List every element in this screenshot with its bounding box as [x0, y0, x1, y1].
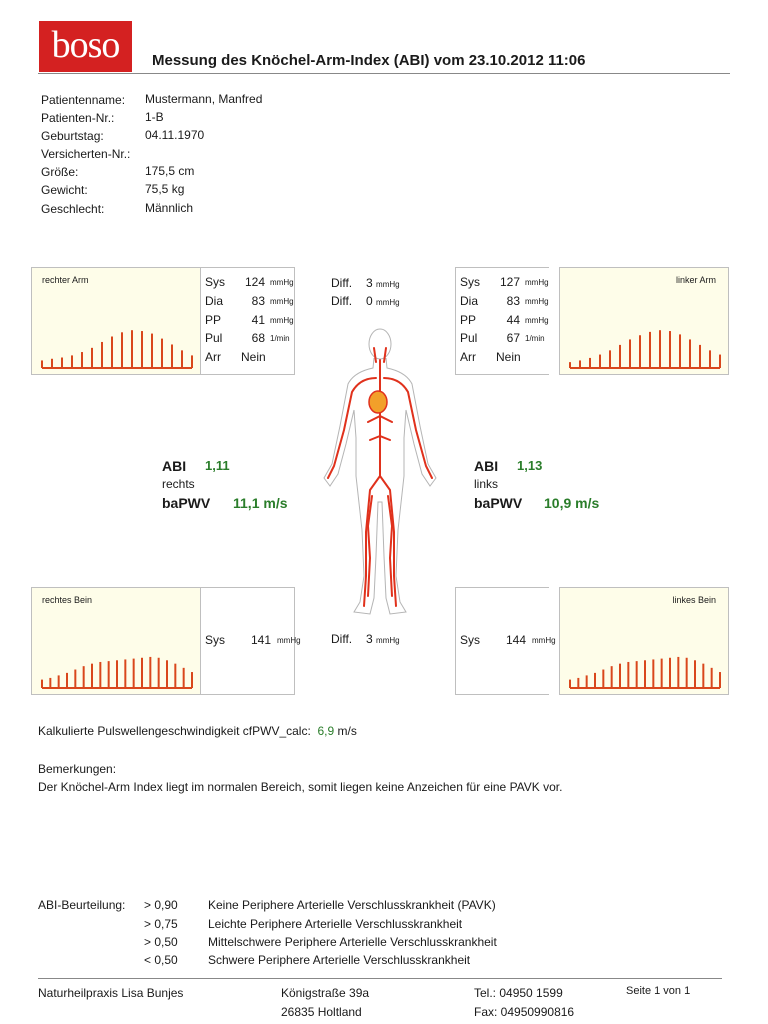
right-arm-dia: 83	[251, 294, 265, 308]
unit-label: mmHg	[376, 298, 400, 307]
bapwv-left-value: 10,9 m/s	[544, 495, 600, 511]
dia-label: Dia	[205, 294, 224, 308]
cfpwv-label: Kalkulierte Pulswellengeschwindigkeit cfPWV_calc:	[38, 724, 311, 738]
birthday-value: 04.11.1970	[145, 128, 205, 142]
remarks-text: Der Knöchel-Arm Index liegt im normalen Bereich, somit liegen keine Anzeichen für eine PAVK vor.	[38, 780, 563, 794]
left-arm-waveform-panel	[559, 267, 729, 375]
unit-label: mmHg	[277, 636, 301, 645]
arm-dia-diff-label: Diff.	[331, 294, 353, 308]
height-value: 175,5 cm	[145, 164, 195, 178]
pp-label: PP	[460, 313, 477, 327]
assessment-text: Schwere Periphere Arterielle Verschlusskrankheit	[208, 953, 471, 967]
weight-value: 75,5 kg	[145, 182, 185, 196]
right-arm-sys: 124	[244, 275, 265, 289]
footer-page: Seite 1 von 1	[626, 985, 691, 997]
right-arm-waveform	[32, 268, 202, 376]
remarks-title: Bemerkungen:	[38, 762, 117, 776]
assessment-text: Leichte Periphere Arterielle Verschlusskrankheit	[208, 917, 463, 931]
unit-label: mmHg	[525, 278, 549, 287]
unit-label: mmHg	[376, 636, 400, 645]
unit-label: mmHg	[270, 316, 294, 325]
assessment-threshold: < 0,50	[144, 953, 178, 967]
unit-label: 1/min	[270, 334, 290, 343]
right-arm-pp: 41	[251, 313, 265, 327]
abi-right-value: 1,11	[205, 458, 230, 473]
cfpwv-unit: m/s	[337, 724, 357, 738]
weight-label: Gewicht:	[41, 183, 88, 197]
left-leg-waveform-panel	[559, 587, 729, 695]
unit-label: mmHg	[532, 636, 556, 645]
right-arm-values	[201, 267, 295, 375]
arm-sys-diff	[366, 276, 400, 290]
right-leg-waveform	[32, 588, 202, 696]
abi-right-label: ABI	[162, 458, 187, 474]
footer-city: 26835 Holtland	[281, 1005, 362, 1019]
sys-label: Sys	[460, 275, 481, 289]
sys-label: Sys	[205, 275, 226, 289]
abi-left-side: links	[474, 477, 499, 491]
right-leg-title: rechtes Bein	[42, 595, 93, 605]
left-arm-pp: 44	[506, 313, 520, 327]
right-leg-waveform-panel	[31, 587, 201, 695]
unit-label: mmHg	[376, 280, 400, 289]
left-arm-arr: Nein	[496, 350, 521, 364]
abi-right-side: rechts	[162, 477, 195, 491]
right-leg-sys: 141	[250, 633, 271, 647]
arm-dia-diff	[366, 294, 400, 308]
left-arm-waveform	[560, 268, 730, 376]
boso-logo: boso	[39, 21, 132, 72]
pul-label: Pul	[205, 331, 223, 345]
left-arm-title: linker Arm	[675, 275, 716, 285]
bapwv-right-value: 11,1 m/s	[233, 495, 288, 511]
arr-label: Arr	[205, 350, 221, 364]
header-divider	[38, 73, 730, 74]
unit-label: mmHg	[270, 278, 294, 287]
leg-sys-diff-label: Diff.	[331, 632, 353, 646]
left-leg-values	[455, 587, 556, 695]
patient-name-label: Patientenname:	[41, 93, 126, 107]
right-arm-arr: Nein	[241, 350, 266, 364]
unit-label: mmHg	[525, 297, 549, 306]
unit-label: mmHg	[270, 297, 294, 306]
body-artery-figure	[310, 326, 450, 618]
right-leg-values	[201, 587, 301, 695]
abi-left-label: ABI	[474, 458, 499, 474]
bapwv-left-label: baPWV	[474, 495, 523, 511]
left-arm-dia: 83	[506, 294, 520, 308]
cfpwv-value: 6,9	[317, 724, 335, 738]
dia-label: Dia	[460, 294, 479, 308]
footer-street: Königstraße 39a	[281, 986, 370, 1000]
right-arm-pul: 68	[251, 331, 265, 345]
cfpwv-line	[38, 724, 357, 738]
leg-sys-diff	[366, 632, 400, 646]
left-leg-waveform	[560, 588, 730, 696]
sex-value: Männlich	[145, 201, 194, 215]
assessment-title: ABI-Beurteilung:	[38, 898, 126, 912]
sex-label: Geschlecht:	[41, 202, 105, 216]
footer-practice: Naturheilpraxis Lisa Bunjes	[38, 986, 184, 1000]
footer-divider	[38, 978, 722, 979]
patient-number-value: 1-B	[145, 110, 164, 124]
insurance-number-label: Versicherten-Nr.:	[41, 147, 131, 161]
patient-name-value: Mustermann, Manfred	[145, 92, 263, 106]
assessment-threshold: > 0,75	[144, 917, 178, 931]
unit-label: 1/min	[525, 334, 545, 343]
footer-fax: Fax: 04950990816	[474, 1005, 575, 1019]
abi-left-value: 1,13	[517, 458, 543, 473]
pul-label: Pul	[460, 331, 478, 345]
sys-label: Sys	[205, 633, 226, 647]
left-leg-sys: 144	[505, 633, 526, 647]
left-arm-pul: 67	[506, 331, 520, 345]
patient-number-label: Patienten-Nr.:	[41, 111, 115, 125]
arm-sys-diff-label: Diff.	[331, 276, 353, 290]
assessment-threshold: > 0,50	[144, 935, 178, 949]
sys-label: Sys	[460, 633, 481, 647]
arr-label: Arr	[460, 350, 476, 364]
bapwv-right-label: baPWV	[162, 495, 211, 511]
arm-dia-diff-value: 0	[366, 294, 373, 308]
right-arm-waveform-panel	[31, 267, 201, 375]
footer-tel: Tel.: 04950 1599	[474, 986, 563, 1000]
assessment-threshold: > 0,90	[144, 898, 178, 912]
arteries	[328, 348, 432, 606]
leg-sys-diff-value: 3	[366, 632, 373, 646]
right-arm-title: rechter Arm	[42, 275, 89, 285]
assessment-text: Keine Periphere Arterielle Verschlusskrankheit (PAVK)	[208, 898, 496, 912]
page-title: Messung des Knöchel-Arm-Index (ABI) vom 23.10.2012 11:06	[152, 52, 586, 69]
unit-label: mmHg	[525, 316, 549, 325]
left-arm-values	[455, 267, 549, 375]
left-leg-title: linkes Bein	[672, 595, 716, 605]
left-arm-sys: 127	[499, 275, 520, 289]
heart-icon	[369, 391, 387, 413]
arm-sys-diff-value: 3	[366, 276, 373, 290]
assessment-text: Mittelschwere Periphere Arterielle Verschlusskrankheit	[208, 935, 497, 949]
pp-label: PP	[205, 313, 222, 327]
birthday-label: Geburtstag:	[41, 129, 104, 143]
height-label: Größe:	[41, 165, 79, 179]
